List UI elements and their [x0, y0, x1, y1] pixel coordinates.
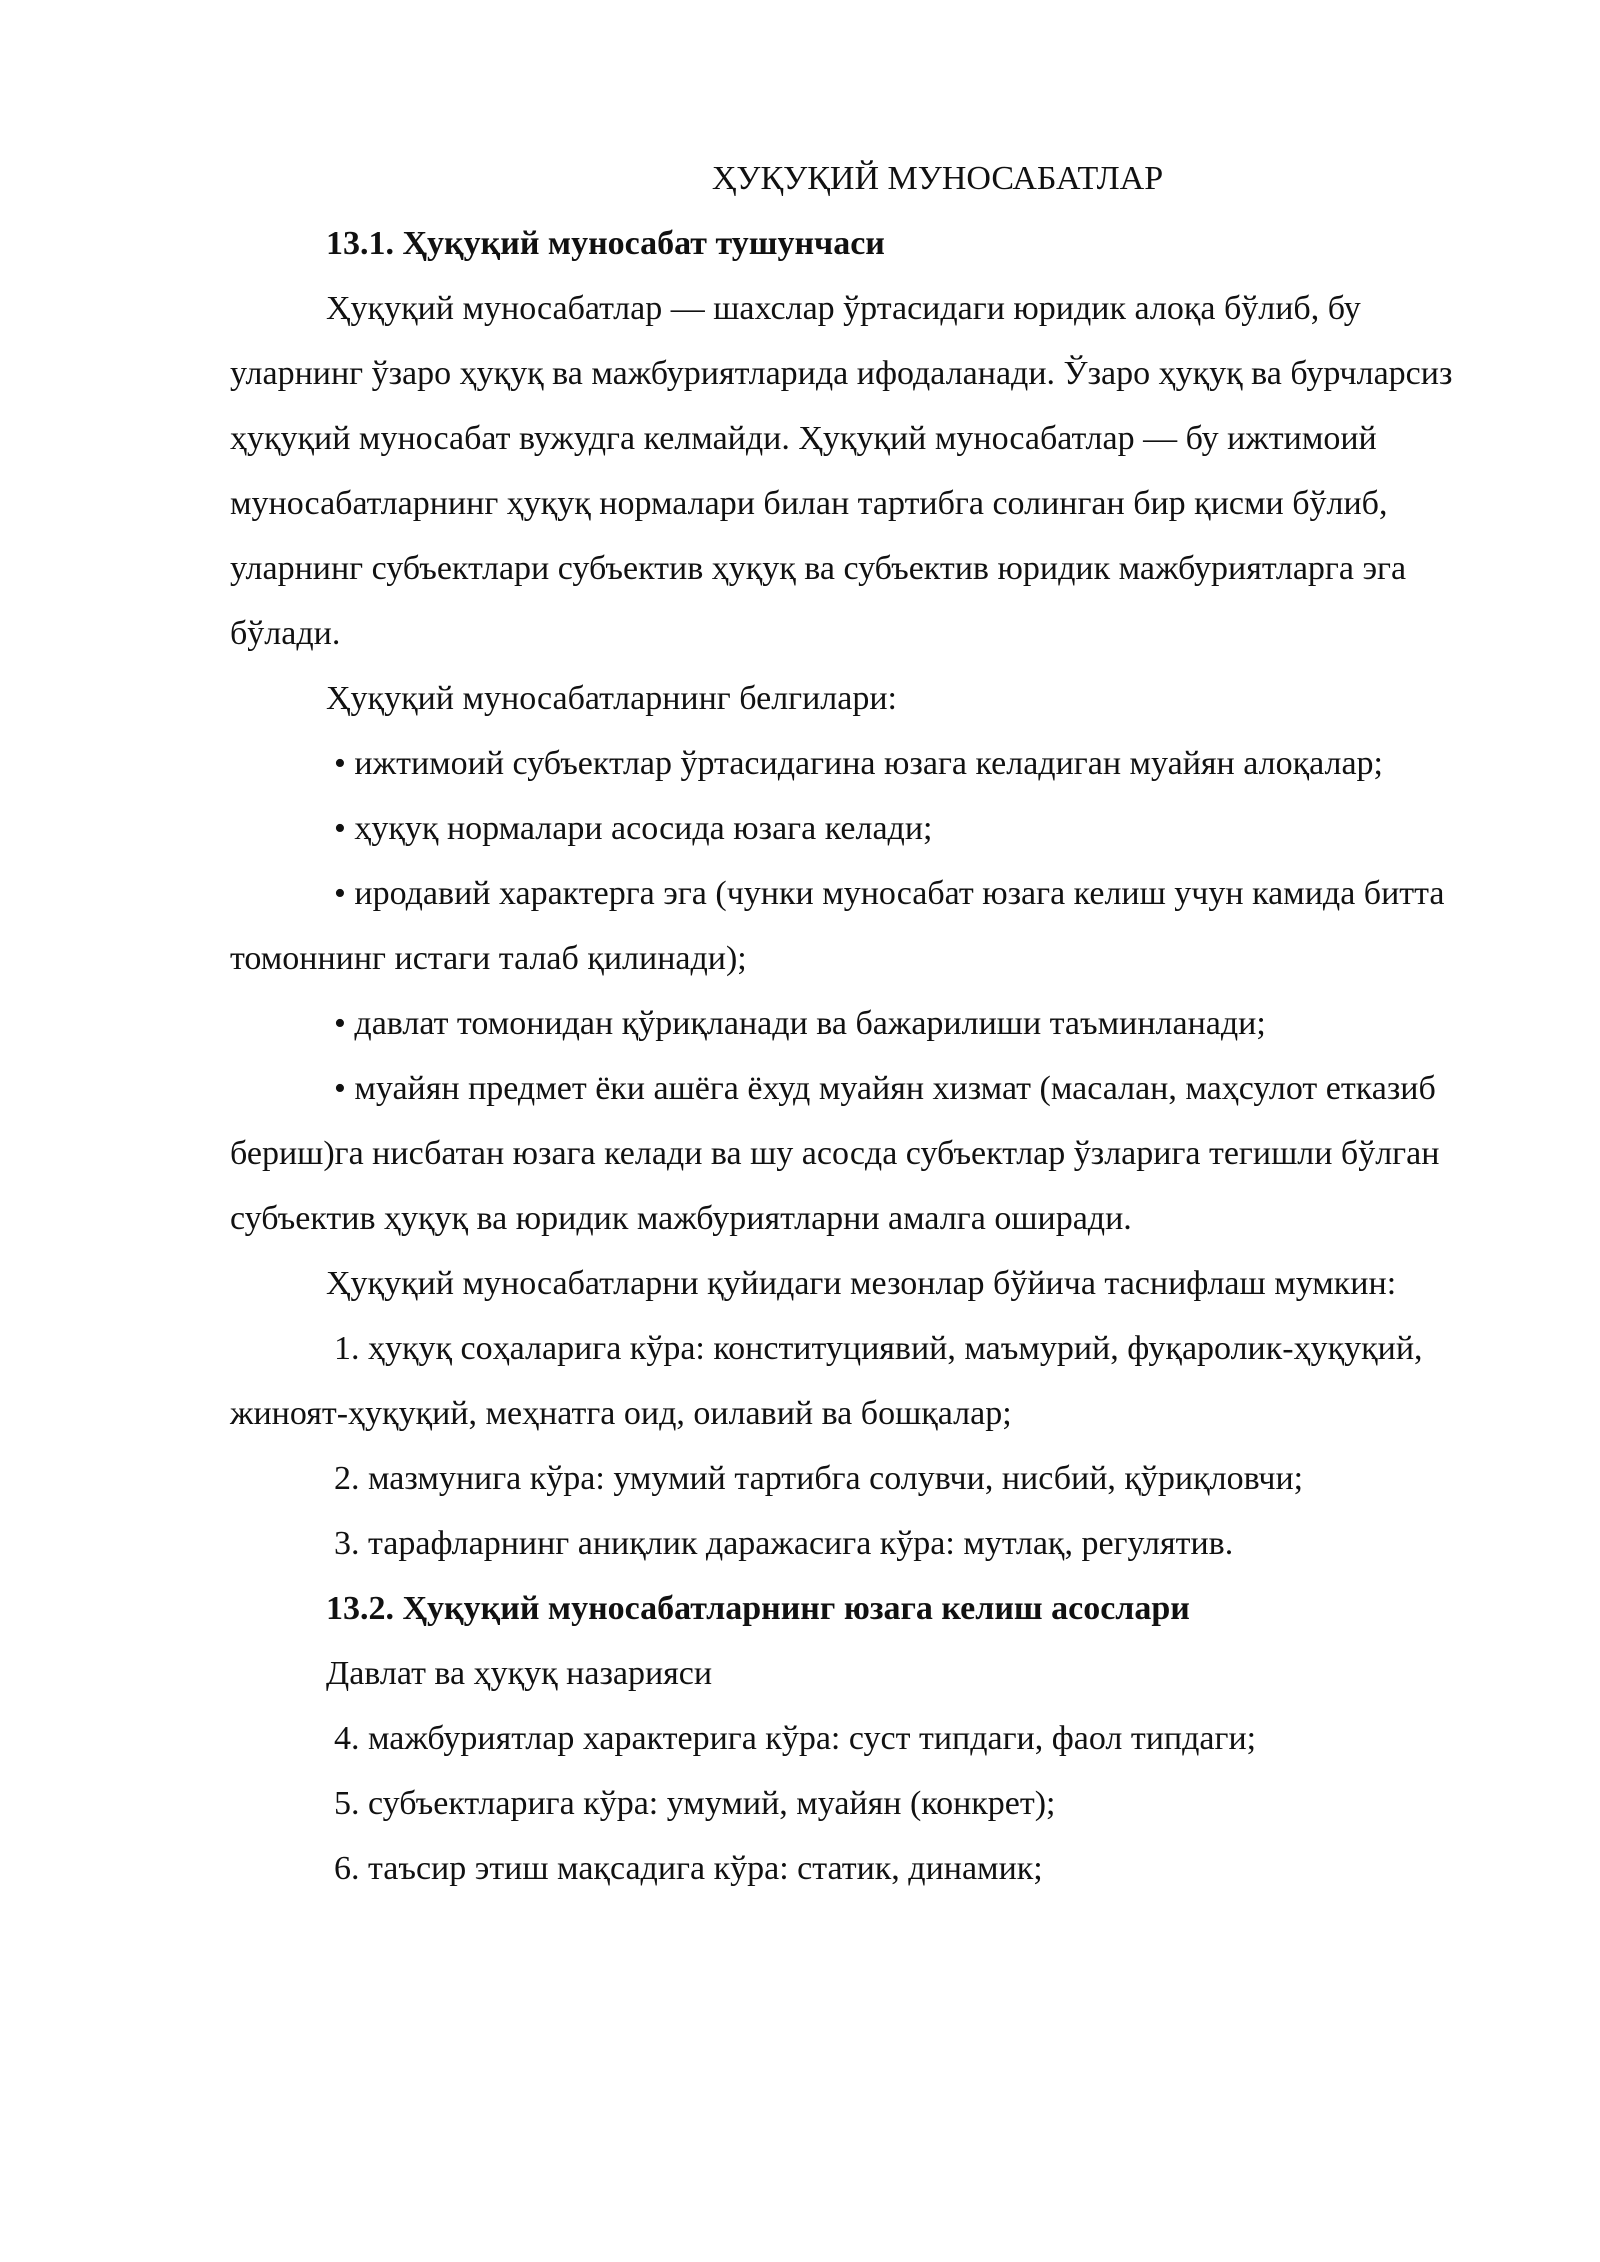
classification-item: 3. тарафларнинг аниқлик даражасига кўра: мутлақ, регулятив.: [334, 1525, 1234, 1562]
classification-item: 6. таъсир этиш мақсадига кўра: статик, динамик;: [334, 1850, 1043, 1887]
classification-item: 4. мажбуриятлар характерига кўра: суст типдаги, фаол типдаги;: [334, 1720, 1257, 1757]
document-body: [230, 146, 1480, 1901]
features-lead: Ҳуқуқий муносабатларнинг белгилари:: [326, 680, 897, 717]
feature-item: • ижтимоий субъектлар ўртасидагина юзага келадиган муайян алоқалар;: [334, 745, 1383, 782]
feature-item: • иродавий характерга эга (чунки муносабат юзага келиш учун камида битта томоннинг истаги талаб қилинади);: [230, 875, 1445, 977]
feature-item: • ҳуқуқ нормалари асосида юзага келади;: [334, 810, 933, 847]
running-head: Давлат ва ҳуқуқ назарияси: [326, 1655, 713, 1692]
page-title: ҲУҚУҚИЙ МУНОСАБАТЛАР: [711, 160, 1164, 197]
section-heading-13-1: 13.1. Ҳуқуқий муносабат тушунчаси: [326, 225, 885, 262]
intro-paragraph: Ҳуқуқий муносабатлар — шахслар ўртасидаги юридик алоқа бўлиб, бу уларнинг ўзаро ҳуқуқ ва мажбуриятларида ифодаланади. Ўзаро ҳуқуқ ва бурчларсиз ҳуқуқий муносабат вужудга келмайди. Ҳуқуқий муносабатлар — бу ижтимоий муносабатларнинг ҳуқуқ нормалари билан тартибга солинган бир қисми бўлиб, уларнинг субъектлари субъектив ҳуқуқ ва субъектив юридик мажбуриятларга эга бўлади.: [230, 290, 1453, 652]
classification-item: 1. ҳуқуқ соҳаларига кўра: конституциявий, маъмурий, фуқаролик-ҳуқуқий, жиноят-ҳуқуқий, меҳнатга оид, оилавий ва бошқалар;: [230, 1330, 1423, 1432]
classification-lead: Ҳуқуқий муносабатларни қуйидаги мезонлар бўйича таснифлаш мумкин:: [326, 1265, 1397, 1302]
section-heading-13-2: 13.2. Ҳуқуқий муносабатларнинг юзага келиш асослари: [326, 1590, 1190, 1627]
feature-item: • муайян предмет ёки ашёга ёхуд муайян хизмат (масалан, маҳсулот етказиб бериш)га нисбатан юзага келади ва шу асосда субъектлар ўзларига тегишли бўлган субъектив ҳуқуқ ва юридик мажбуриятларни амалга оширади.: [230, 1070, 1440, 1237]
classification-item: 2. мазмунига кўра: умумий тартибга солувчи, нисбий, қўриқловчи;: [334, 1460, 1304, 1497]
feature-item: • давлат томонидан қўриқланади ва бажарилиши таъминланади;: [334, 1005, 1266, 1042]
classification-item: 5. субъектларига кўра: умумий, муайян (конкрет);: [334, 1785, 1056, 1822]
